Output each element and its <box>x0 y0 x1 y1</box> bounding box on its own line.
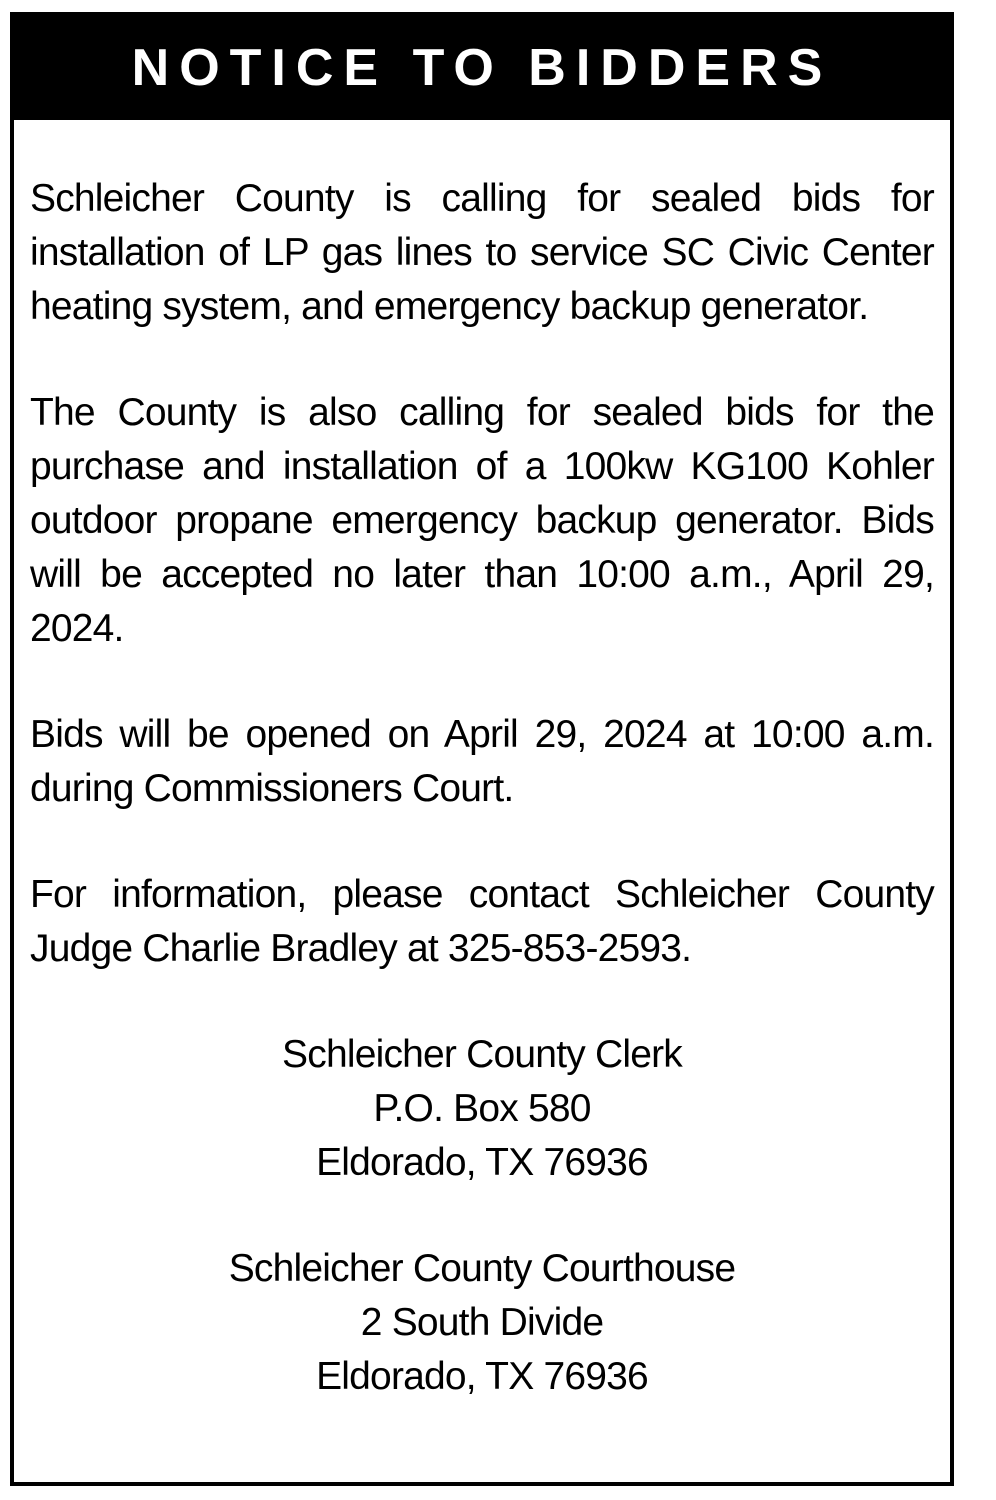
courthouse-address <box>30 1242 934 1404</box>
clerk-address <box>30 1028 934 1190</box>
notice-title: NOTICE TO BIDDERS <box>131 39 833 97</box>
clerk-name: Schleicher County Clerk <box>282 1033 682 1076</box>
notice-body <box>14 120 950 1404</box>
clerk-city-state-zip: Eldorado, TX 76936 <box>316 1141 648 1184</box>
notice-box <box>10 12 954 1486</box>
notice-header-bar <box>14 16 950 120</box>
courthouse-name: Schleicher County Courthouse <box>228 1247 736 1290</box>
courthouse-street: 2 South Divide <box>360 1301 604 1344</box>
paragraph-contact-info: For information, please contact Schleicher County Judge Charlie Bradley at 325-853-2593. <box>30 873 934 970</box>
paragraph-generator-bid: The County is also calling for sealed bids for the purchase and installation of a 100kw KG100 Kohler outdoor propane emergency backup generator. Bids will be accepted no later than 10:00 a.m., April 29, 2024. <box>30 391 934 650</box>
courthouse-city-state-zip: Eldorado, TX 76936 <box>316 1355 648 1398</box>
clerk-po-box: P.O. Box 580 <box>373 1087 591 1130</box>
paragraph-gas-lines-bid: Schleicher County is calling for sealed bids for installation of LP gas lines to service SC Civic Center heating system, and emergency backup generator. <box>30 177 934 328</box>
paragraph-bid-opening: Bids will be opened on April 29, 2024 at 10:00 a.m. during Commissioners Court. <box>30 713 934 810</box>
